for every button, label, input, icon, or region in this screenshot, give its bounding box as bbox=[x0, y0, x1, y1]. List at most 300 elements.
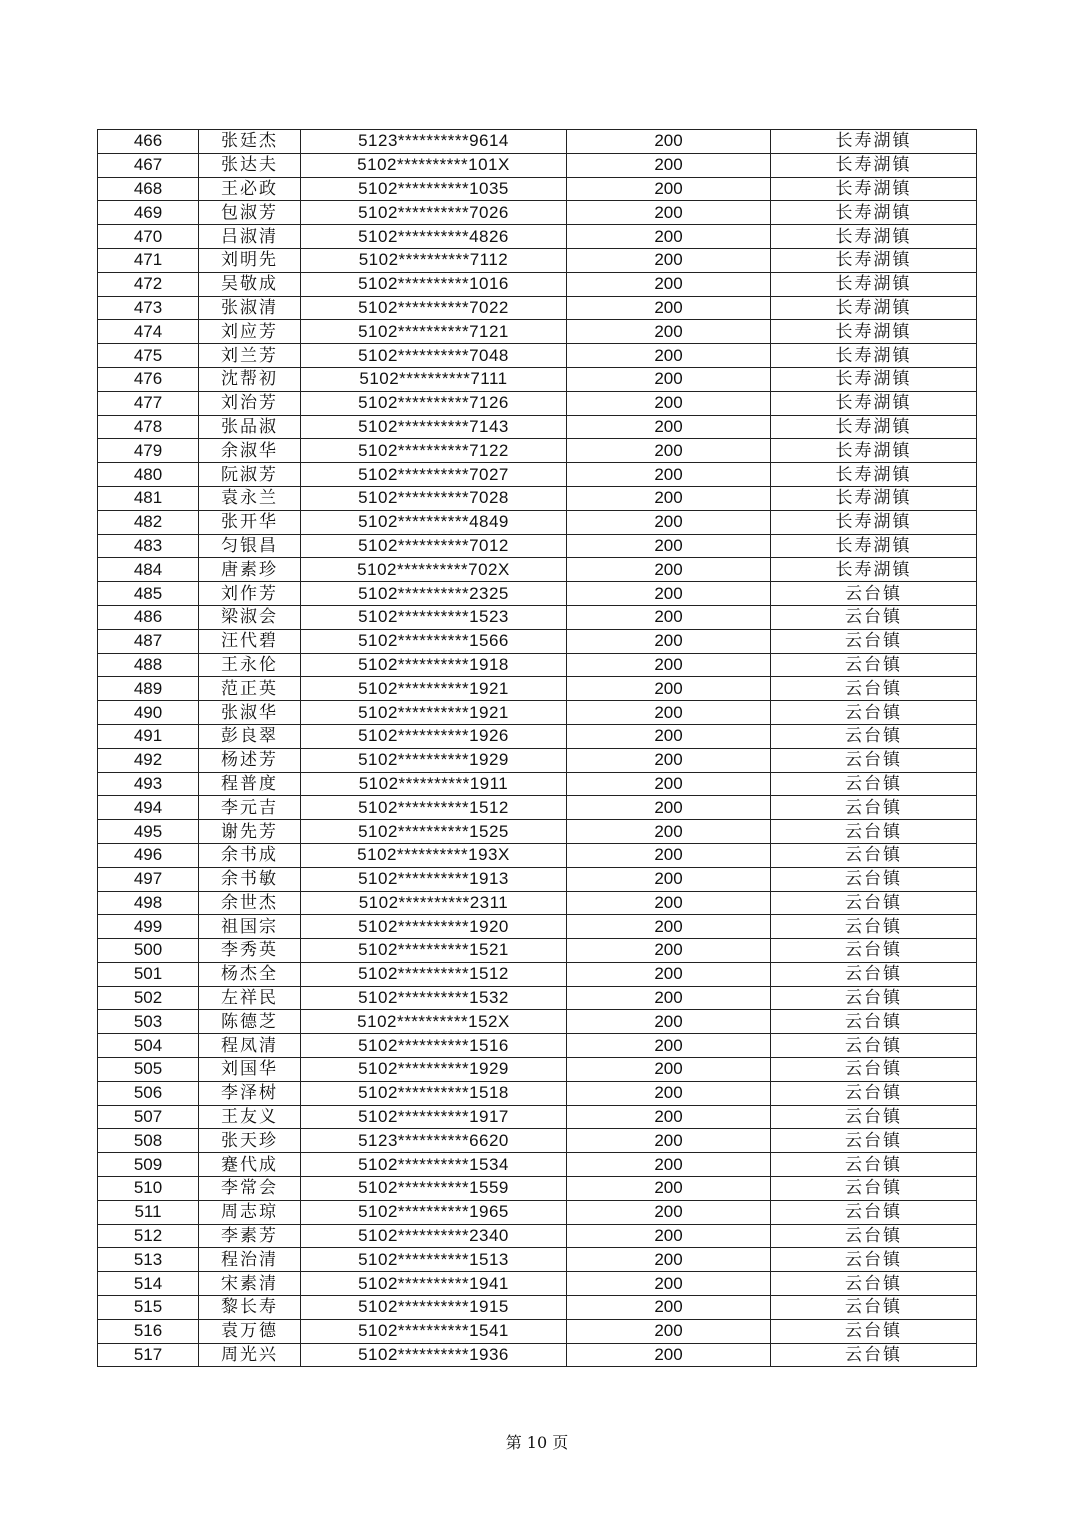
amount-cell: 200 bbox=[567, 820, 771, 844]
name-cell: 袁万德 bbox=[199, 1319, 301, 1343]
row-number-cell: 467 bbox=[98, 153, 199, 177]
row-number-cell: 466 bbox=[98, 130, 199, 154]
table-row bbox=[98, 843, 977, 867]
row-number-cell: 470 bbox=[98, 225, 199, 249]
row-number-cell: 502 bbox=[98, 986, 199, 1010]
row-number-cell: 512 bbox=[98, 1224, 199, 1248]
town-cell: 云台镇 bbox=[771, 1105, 977, 1129]
row-number-cell: 516 bbox=[98, 1319, 199, 1343]
row-number-cell: 510 bbox=[98, 1177, 199, 1201]
name-cell: 李常会 bbox=[199, 1177, 301, 1201]
town-cell: 长寿湖镇 bbox=[771, 248, 977, 272]
name-cell: 余书成 bbox=[199, 843, 301, 867]
name-cell: 袁永兰 bbox=[199, 486, 301, 510]
row-number-cell: 484 bbox=[98, 558, 199, 582]
name-cell: 陈德芝 bbox=[199, 1010, 301, 1034]
town-cell: 长寿湖镇 bbox=[771, 391, 977, 415]
id-number-cell: 5102**********4826 bbox=[301, 225, 567, 249]
amount-cell: 200 bbox=[567, 1296, 771, 1320]
row-number-cell: 504 bbox=[98, 1034, 199, 1058]
amount-cell: 200 bbox=[567, 415, 771, 439]
id-number-cell: 5102**********1911 bbox=[301, 772, 567, 796]
id-number-cell: 5102**********1915 bbox=[301, 1296, 567, 1320]
table-row bbox=[98, 1153, 977, 1177]
town-cell: 云台镇 bbox=[771, 1034, 977, 1058]
table-row bbox=[98, 153, 977, 177]
name-cell: 张达夫 bbox=[199, 153, 301, 177]
id-number-cell: 5123**********9614 bbox=[301, 130, 567, 154]
table-row bbox=[98, 510, 977, 534]
row-number-cell: 511 bbox=[98, 1200, 199, 1224]
table-row bbox=[98, 558, 977, 582]
amount-cell: 200 bbox=[567, 272, 771, 296]
id-number-cell: 5102**********7121 bbox=[301, 320, 567, 344]
amount-cell: 200 bbox=[567, 153, 771, 177]
name-cell: 匀银昌 bbox=[199, 534, 301, 558]
name-cell: 沈帮初 bbox=[199, 367, 301, 391]
id-number-cell: 5102**********1525 bbox=[301, 820, 567, 844]
table-row bbox=[98, 201, 977, 225]
id-number-cell: 5102**********101X bbox=[301, 153, 567, 177]
name-cell: 张淑清 bbox=[199, 296, 301, 320]
name-cell: 李素芳 bbox=[199, 1224, 301, 1248]
id-number-cell: 5102**********2325 bbox=[301, 582, 567, 606]
row-number-cell: 499 bbox=[98, 915, 199, 939]
amount-cell: 200 bbox=[567, 130, 771, 154]
id-number-cell: 5102**********1926 bbox=[301, 724, 567, 748]
town-cell: 长寿湖镇 bbox=[771, 534, 977, 558]
id-number-cell: 5102**********1516 bbox=[301, 1034, 567, 1058]
row-number-cell: 489 bbox=[98, 677, 199, 701]
id-number-cell: 5102**********1559 bbox=[301, 1177, 567, 1201]
town-cell: 云台镇 bbox=[771, 748, 977, 772]
row-number-cell: 515 bbox=[98, 1296, 199, 1320]
table-row bbox=[98, 391, 977, 415]
name-cell: 程凤清 bbox=[199, 1034, 301, 1058]
id-number-cell: 5102**********1523 bbox=[301, 605, 567, 629]
table-row bbox=[98, 367, 977, 391]
amount-cell: 200 bbox=[567, 701, 771, 725]
id-number-cell: 5102**********4849 bbox=[301, 510, 567, 534]
amount-cell: 200 bbox=[567, 605, 771, 629]
id-number-cell: 5102**********1918 bbox=[301, 653, 567, 677]
id-number-cell: 5102**********1035 bbox=[301, 177, 567, 201]
row-number-cell: 505 bbox=[98, 1058, 199, 1082]
name-cell: 黎长寿 bbox=[199, 1296, 301, 1320]
town-cell: 云台镇 bbox=[771, 962, 977, 986]
id-number-cell: 5102**********1920 bbox=[301, 915, 567, 939]
name-cell: 宋素清 bbox=[199, 1272, 301, 1296]
table-row bbox=[98, 534, 977, 558]
table-row bbox=[98, 296, 977, 320]
town-cell: 云台镇 bbox=[771, 1296, 977, 1320]
row-number-cell: 491 bbox=[98, 724, 199, 748]
amount-cell: 200 bbox=[567, 296, 771, 320]
amount-cell: 200 bbox=[567, 1272, 771, 1296]
name-cell: 吴敬成 bbox=[199, 272, 301, 296]
name-cell: 包淑芳 bbox=[199, 201, 301, 225]
name-cell: 余世杰 bbox=[199, 891, 301, 915]
table-row bbox=[98, 724, 977, 748]
id-number-cell: 5102**********1929 bbox=[301, 748, 567, 772]
table-row bbox=[98, 1319, 977, 1343]
row-number-cell: 501 bbox=[98, 962, 199, 986]
table-row bbox=[98, 653, 977, 677]
town-cell: 云台镇 bbox=[771, 1081, 977, 1105]
row-number-cell: 483 bbox=[98, 534, 199, 558]
amount-cell: 200 bbox=[567, 1248, 771, 1272]
town-cell: 长寿湖镇 bbox=[771, 272, 977, 296]
amount-cell: 200 bbox=[567, 1343, 771, 1367]
name-cell: 张品淑 bbox=[199, 415, 301, 439]
town-cell: 云台镇 bbox=[771, 605, 977, 629]
id-number-cell: 5102**********1518 bbox=[301, 1081, 567, 1105]
amount-cell: 200 bbox=[567, 748, 771, 772]
table-row bbox=[98, 177, 977, 201]
name-cell: 张开华 bbox=[199, 510, 301, 534]
amount-cell: 200 bbox=[567, 772, 771, 796]
page-number: 第 10 页 bbox=[505, 1433, 569, 1452]
amount-cell: 200 bbox=[567, 582, 771, 606]
name-cell: 李秀英 bbox=[199, 939, 301, 963]
row-number-cell: 487 bbox=[98, 629, 199, 653]
row-number-cell: 486 bbox=[98, 605, 199, 629]
roster-table bbox=[97, 129, 977, 1367]
town-cell: 云台镇 bbox=[771, 1129, 977, 1153]
name-cell: 汪代碧 bbox=[199, 629, 301, 653]
id-number-cell: 5102**********1513 bbox=[301, 1248, 567, 1272]
town-cell: 云台镇 bbox=[771, 1153, 977, 1177]
amount-cell: 200 bbox=[567, 1105, 771, 1129]
amount-cell: 200 bbox=[567, 677, 771, 701]
row-number-cell: 490 bbox=[98, 701, 199, 725]
id-number-cell: 5102**********1512 bbox=[301, 962, 567, 986]
town-cell: 云台镇 bbox=[771, 653, 977, 677]
town-cell: 云台镇 bbox=[771, 1177, 977, 1201]
table-row bbox=[98, 582, 977, 606]
id-number-cell: 5102**********7126 bbox=[301, 391, 567, 415]
row-number-cell: 473 bbox=[98, 296, 199, 320]
name-cell: 唐素珍 bbox=[199, 558, 301, 582]
table-row bbox=[98, 677, 977, 701]
row-number-cell: 480 bbox=[98, 463, 199, 487]
town-cell: 长寿湖镇 bbox=[771, 225, 977, 249]
amount-cell: 200 bbox=[567, 986, 771, 1010]
town-cell: 长寿湖镇 bbox=[771, 510, 977, 534]
row-number-cell: 477 bbox=[98, 391, 199, 415]
row-number-cell: 494 bbox=[98, 796, 199, 820]
table-row bbox=[98, 1129, 977, 1153]
amount-cell: 200 bbox=[567, 463, 771, 487]
table-row bbox=[98, 772, 977, 796]
amount-cell: 200 bbox=[567, 939, 771, 963]
roster-table-body bbox=[98, 130, 977, 1367]
town-cell: 云台镇 bbox=[771, 1010, 977, 1034]
amount-cell: 200 bbox=[567, 558, 771, 582]
table-row bbox=[98, 1034, 977, 1058]
town-cell: 长寿湖镇 bbox=[771, 367, 977, 391]
town-cell: 云台镇 bbox=[771, 891, 977, 915]
town-cell: 长寿湖镇 bbox=[771, 130, 977, 154]
id-number-cell: 5102**********1921 bbox=[301, 677, 567, 701]
row-number-cell: 514 bbox=[98, 1272, 199, 1296]
table-row bbox=[98, 629, 977, 653]
id-number-cell: 5102**********1512 bbox=[301, 796, 567, 820]
row-number-cell: 517 bbox=[98, 1343, 199, 1367]
id-number-cell: 5102**********1534 bbox=[301, 1153, 567, 1177]
table-row bbox=[98, 1296, 977, 1320]
town-cell: 云台镇 bbox=[771, 1200, 977, 1224]
table-row bbox=[98, 796, 977, 820]
table-row bbox=[98, 486, 977, 510]
amount-cell: 200 bbox=[567, 1034, 771, 1058]
table-row bbox=[98, 891, 977, 915]
id-number-cell: 5102**********7111 bbox=[301, 367, 567, 391]
amount-cell: 200 bbox=[567, 391, 771, 415]
table-row bbox=[98, 439, 977, 463]
row-number-cell: 474 bbox=[98, 320, 199, 344]
town-cell: 云台镇 bbox=[771, 629, 977, 653]
town-cell: 长寿湖镇 bbox=[771, 153, 977, 177]
row-number-cell: 500 bbox=[98, 939, 199, 963]
name-cell: 余书敏 bbox=[199, 867, 301, 891]
id-number-cell: 5102**********7028 bbox=[301, 486, 567, 510]
id-number-cell: 5102**********1929 bbox=[301, 1058, 567, 1082]
town-cell: 云台镇 bbox=[771, 677, 977, 701]
town-cell: 云台镇 bbox=[771, 1272, 977, 1296]
amount-cell: 200 bbox=[567, 486, 771, 510]
name-cell: 刘治芳 bbox=[199, 391, 301, 415]
amount-cell: 200 bbox=[567, 439, 771, 463]
id-number-cell: 5102**********1965 bbox=[301, 1200, 567, 1224]
row-number-cell: 492 bbox=[98, 748, 199, 772]
row-number-cell: 503 bbox=[98, 1010, 199, 1034]
row-number-cell: 478 bbox=[98, 415, 199, 439]
id-number-cell: 5102**********1913 bbox=[301, 867, 567, 891]
table-row bbox=[98, 962, 977, 986]
town-cell: 云台镇 bbox=[771, 1343, 977, 1367]
id-number-cell: 5102**********702X bbox=[301, 558, 567, 582]
name-cell: 程治清 bbox=[199, 1248, 301, 1272]
id-number-cell: 5102**********7026 bbox=[301, 201, 567, 225]
table-row bbox=[98, 225, 977, 249]
amount-cell: 200 bbox=[567, 867, 771, 891]
town-cell: 长寿湖镇 bbox=[771, 177, 977, 201]
row-number-cell: 513 bbox=[98, 1248, 199, 1272]
name-cell: 阮淑芳 bbox=[199, 463, 301, 487]
id-number-cell: 5102**********193X bbox=[301, 843, 567, 867]
name-cell: 杨杰全 bbox=[199, 962, 301, 986]
table-row bbox=[98, 320, 977, 344]
name-cell: 程普度 bbox=[199, 772, 301, 796]
row-number-cell: 482 bbox=[98, 510, 199, 534]
town-cell: 云台镇 bbox=[771, 1224, 977, 1248]
row-number-cell: 468 bbox=[98, 177, 199, 201]
name-cell: 周光兴 bbox=[199, 1343, 301, 1367]
id-number-cell: 5102**********1941 bbox=[301, 1272, 567, 1296]
row-number-cell: 485 bbox=[98, 582, 199, 606]
table-row bbox=[98, 1058, 977, 1082]
amount-cell: 200 bbox=[567, 724, 771, 748]
table-row bbox=[98, 1200, 977, 1224]
id-number-cell: 5102**********1917 bbox=[301, 1105, 567, 1129]
name-cell: 杨述芳 bbox=[199, 748, 301, 772]
name-cell: 张廷杰 bbox=[199, 130, 301, 154]
id-number-cell: 5102**********7027 bbox=[301, 463, 567, 487]
row-number-cell: 479 bbox=[98, 439, 199, 463]
name-cell: 刘兰芳 bbox=[199, 344, 301, 368]
amount-cell: 200 bbox=[567, 510, 771, 534]
amount-cell: 200 bbox=[567, 1319, 771, 1343]
town-cell: 云台镇 bbox=[771, 724, 977, 748]
id-number-cell: 5102**********1541 bbox=[301, 1319, 567, 1343]
row-number-cell: 495 bbox=[98, 820, 199, 844]
amount-cell: 200 bbox=[567, 320, 771, 344]
id-number-cell: 5102**********2311 bbox=[301, 891, 567, 915]
amount-cell: 200 bbox=[567, 344, 771, 368]
row-number-cell: 476 bbox=[98, 367, 199, 391]
amount-cell: 200 bbox=[567, 177, 771, 201]
name-cell: 张淑华 bbox=[199, 701, 301, 725]
table-row bbox=[98, 1272, 977, 1296]
town-cell: 长寿湖镇 bbox=[771, 344, 977, 368]
amount-cell: 200 bbox=[567, 1081, 771, 1105]
table-row bbox=[98, 1081, 977, 1105]
town-cell: 长寿湖镇 bbox=[771, 296, 977, 320]
town-cell: 云台镇 bbox=[771, 820, 977, 844]
town-cell: 云台镇 bbox=[771, 1319, 977, 1343]
name-cell: 刘国华 bbox=[199, 1058, 301, 1082]
amount-cell: 200 bbox=[567, 1200, 771, 1224]
row-number-cell: 498 bbox=[98, 891, 199, 915]
row-number-cell: 509 bbox=[98, 1153, 199, 1177]
table-row bbox=[98, 344, 977, 368]
amount-cell: 200 bbox=[567, 1129, 771, 1153]
town-cell: 云台镇 bbox=[771, 843, 977, 867]
table-row bbox=[98, 986, 977, 1010]
id-number-cell: 5123**********6620 bbox=[301, 1129, 567, 1153]
name-cell: 王友义 bbox=[199, 1105, 301, 1129]
table-row bbox=[98, 1010, 977, 1034]
id-number-cell: 5102**********7012 bbox=[301, 534, 567, 558]
name-cell: 祖国宗 bbox=[199, 915, 301, 939]
amount-cell: 200 bbox=[567, 653, 771, 677]
table-row bbox=[98, 1343, 977, 1367]
name-cell: 吕淑清 bbox=[199, 225, 301, 249]
table-row bbox=[98, 1248, 977, 1272]
id-number-cell: 5102**********1566 bbox=[301, 629, 567, 653]
row-number-cell: 481 bbox=[98, 486, 199, 510]
town-cell: 云台镇 bbox=[771, 701, 977, 725]
town-cell: 长寿湖镇 bbox=[771, 558, 977, 582]
name-cell: 余淑华 bbox=[199, 439, 301, 463]
row-number-cell: 475 bbox=[98, 344, 199, 368]
amount-cell: 200 bbox=[567, 891, 771, 915]
id-number-cell: 5102**********7022 bbox=[301, 296, 567, 320]
amount-cell: 200 bbox=[567, 225, 771, 249]
name-cell: 左祥民 bbox=[199, 986, 301, 1010]
id-number-cell: 5102**********1521 bbox=[301, 939, 567, 963]
id-number-cell: 5102**********7122 bbox=[301, 439, 567, 463]
table-row bbox=[98, 272, 977, 296]
town-cell: 长寿湖镇 bbox=[771, 320, 977, 344]
name-cell: 刘作芳 bbox=[199, 582, 301, 606]
amount-cell: 200 bbox=[567, 796, 771, 820]
id-number-cell: 5102**********1016 bbox=[301, 272, 567, 296]
name-cell: 李泽树 bbox=[199, 1081, 301, 1105]
id-number-cell: 5102**********1921 bbox=[301, 701, 567, 725]
amount-cell: 200 bbox=[567, 1010, 771, 1034]
town-cell: 长寿湖镇 bbox=[771, 486, 977, 510]
amount-cell: 200 bbox=[567, 1177, 771, 1201]
town-cell: 云台镇 bbox=[771, 1248, 977, 1272]
town-cell: 长寿湖镇 bbox=[771, 415, 977, 439]
name-cell: 彭良翠 bbox=[199, 724, 301, 748]
row-number-cell: 469 bbox=[98, 201, 199, 225]
name-cell: 梁淑会 bbox=[199, 605, 301, 629]
row-number-cell: 471 bbox=[98, 248, 199, 272]
table-row bbox=[98, 820, 977, 844]
table-row bbox=[98, 748, 977, 772]
row-number-cell: 507 bbox=[98, 1105, 199, 1129]
name-cell: 王必政 bbox=[199, 177, 301, 201]
name-cell: 刘明先 bbox=[199, 248, 301, 272]
name-cell: 谢先芳 bbox=[199, 820, 301, 844]
town-cell: 长寿湖镇 bbox=[771, 201, 977, 225]
town-cell: 长寿湖镇 bbox=[771, 463, 977, 487]
amount-cell: 200 bbox=[567, 915, 771, 939]
name-cell: 蹇代成 bbox=[199, 1153, 301, 1177]
town-cell: 云台镇 bbox=[771, 915, 977, 939]
row-number-cell: 497 bbox=[98, 867, 199, 891]
amount-cell: 200 bbox=[567, 367, 771, 391]
town-cell: 云台镇 bbox=[771, 582, 977, 606]
table-row bbox=[98, 1177, 977, 1201]
row-number-cell: 472 bbox=[98, 272, 199, 296]
amount-cell: 200 bbox=[567, 534, 771, 558]
table-row bbox=[98, 867, 977, 891]
row-number-cell: 506 bbox=[98, 1081, 199, 1105]
row-number-cell: 488 bbox=[98, 653, 199, 677]
table-row bbox=[98, 915, 977, 939]
table-row bbox=[98, 1224, 977, 1248]
row-number-cell: 493 bbox=[98, 772, 199, 796]
amount-cell: 200 bbox=[567, 843, 771, 867]
name-cell: 刘应芳 bbox=[199, 320, 301, 344]
town-cell: 云台镇 bbox=[771, 986, 977, 1010]
town-cell: 云台镇 bbox=[771, 772, 977, 796]
town-cell: 云台镇 bbox=[771, 867, 977, 891]
id-number-cell: 5102**********7143 bbox=[301, 415, 567, 439]
town-cell: 云台镇 bbox=[771, 939, 977, 963]
town-cell: 长寿湖镇 bbox=[771, 439, 977, 463]
name-cell: 李元吉 bbox=[199, 796, 301, 820]
table-row bbox=[98, 130, 977, 154]
amount-cell: 200 bbox=[567, 1058, 771, 1082]
name-cell: 周志琼 bbox=[199, 1200, 301, 1224]
amount-cell: 200 bbox=[567, 201, 771, 225]
table-row bbox=[98, 701, 977, 725]
name-cell: 张天珍 bbox=[199, 1129, 301, 1153]
id-number-cell: 5102**********1532 bbox=[301, 986, 567, 1010]
id-number-cell: 5102**********1936 bbox=[301, 1343, 567, 1367]
table-row bbox=[98, 1105, 977, 1129]
amount-cell: 200 bbox=[567, 1153, 771, 1177]
amount-cell: 200 bbox=[567, 962, 771, 986]
name-cell: 王永伦 bbox=[199, 653, 301, 677]
row-number-cell: 496 bbox=[98, 843, 199, 867]
id-number-cell: 5102**********2340 bbox=[301, 1224, 567, 1248]
